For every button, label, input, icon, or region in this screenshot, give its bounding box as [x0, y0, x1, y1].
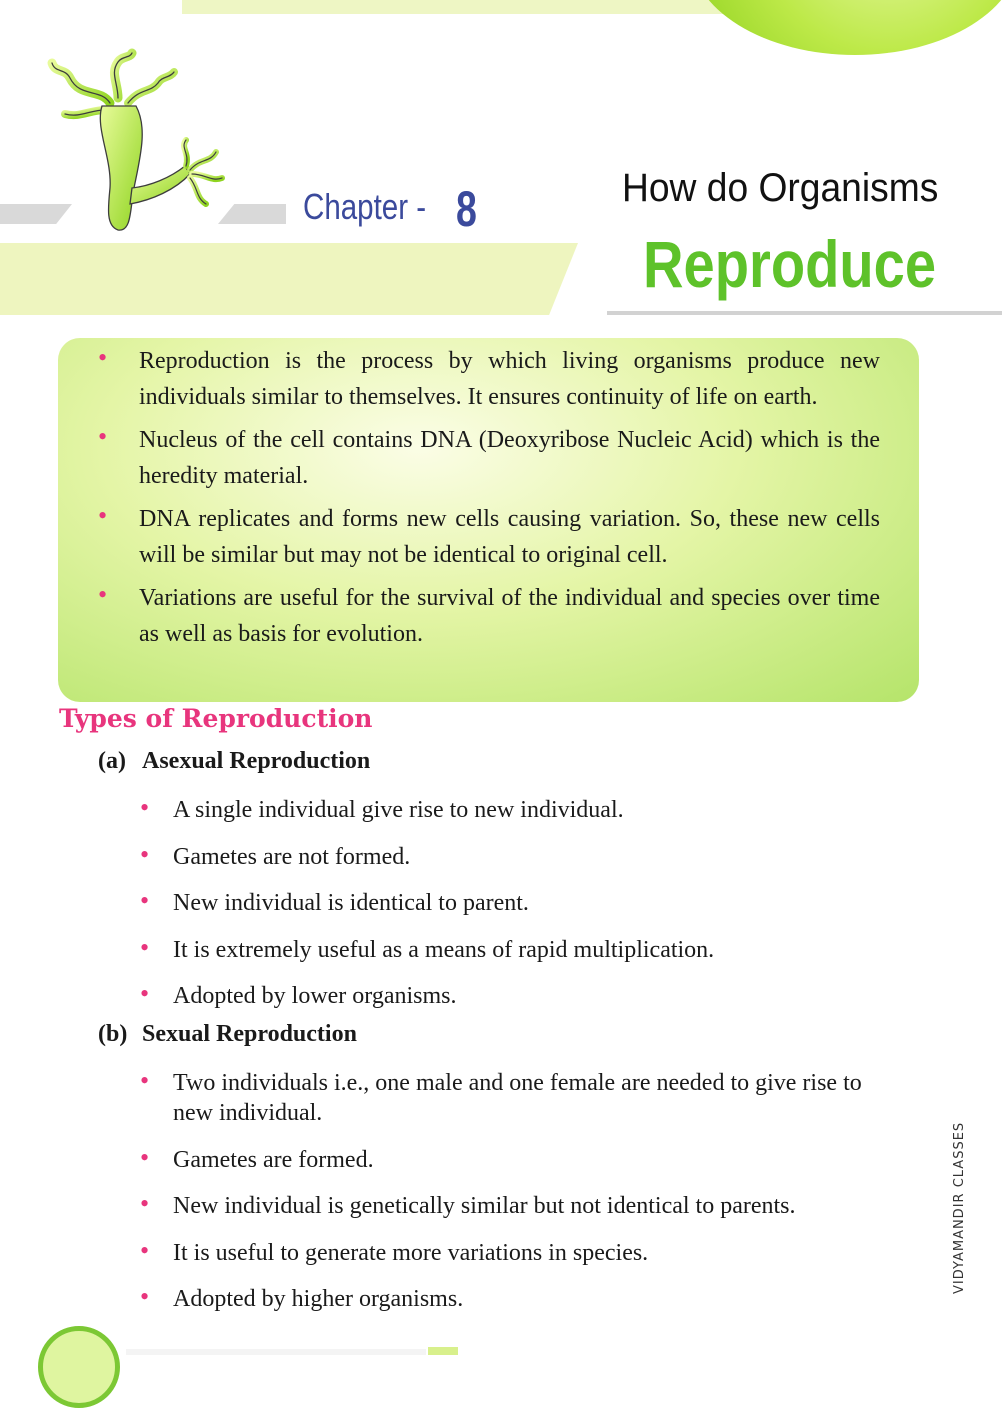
subheading-title: Asexual Reproduction — [142, 748, 371, 774]
list-item: • It is extremely useful as a means of rapid multiplication. — [140, 935, 900, 965]
chapter-title-line1: How do Organisms — [622, 166, 939, 210]
list-item: • Adopted by higher organisms. — [140, 1284, 900, 1314]
sexual-subheading — [98, 1021, 357, 1048]
list-item: • Adopted by lower organisms. — [140, 981, 900, 1011]
section-heading: Types of Reproduction — [59, 704, 373, 733]
page-number-circle — [38, 1326, 120, 1408]
intro-bullet: • Variations are useful for the survival of the individual and species over time as well as basis for evolution. — [60, 580, 880, 652]
bullet-icon: • — [140, 979, 150, 1008]
top-decor-band — [182, 0, 742, 14]
list-item: • It is useful to generate more variations in species. — [140, 1238, 900, 1268]
sexual-points-list — [140, 1068, 900, 1331]
asexual-points-list — [140, 795, 900, 1028]
bullet-icon: • — [140, 1066, 150, 1095]
top-green-arc — [690, 0, 1002, 55]
side-watermark: VIDYAMANDIR CLASSES — [952, 1121, 967, 1294]
subheading-label: (b) — [98, 1021, 128, 1047]
bullet-icon: • — [140, 932, 150, 962]
bullet-icon: • — [98, 580, 108, 609]
hydra-illustration — [40, 48, 236, 238]
footer-band — [126, 1349, 426, 1355]
intro-bullet: • DNA replicates and forms new cells causing variation. So, these new cells will be similar but may not be identical to original cell. — [60, 501, 880, 573]
bullet-icon: • — [140, 1189, 150, 1218]
intro-bullet: • Nucleus of the cell contains DNA (Deoxyribose Nucleic Acid) which is the heredity material. — [60, 422, 880, 494]
bullet-icon: • — [98, 422, 108, 451]
list-item: • New individual is identical to parent. — [140, 888, 900, 918]
bullet-icon: • — [140, 793, 150, 822]
asexual-subheading — [98, 748, 370, 775]
subheading-label: (a) — [98, 748, 126, 774]
list-item: • Two individuals i.e., one male and one female are needed to give rise to new individual. — [140, 1068, 900, 1128]
bullet-icon: • — [140, 886, 150, 915]
list-item: • New individual is genetically similar but not identical to parents. — [140, 1191, 900, 1221]
chapter-label: Chapter - — [303, 186, 427, 227]
bullet-icon: • — [98, 501, 108, 530]
chapter-title-line2: Reproduce — [643, 227, 937, 301]
header-band — [0, 243, 578, 315]
title-underline — [607, 311, 1002, 315]
bullet-icon: • — [140, 1142, 150, 1172]
bullet-icon: • — [140, 1235, 150, 1265]
bullet-icon: • — [140, 839, 150, 869]
list-item: • Gametes are not formed. — [140, 842, 900, 872]
intro-bullet-list — [60, 343, 880, 659]
list-item: • A single individual give rise to new individual. — [140, 795, 900, 825]
chapter-number: 8 — [456, 181, 477, 237]
footer-accent — [428, 1347, 458, 1355]
bullet-icon: • — [140, 1282, 150, 1311]
subheading-title: Sexual Reproduction — [142, 1021, 357, 1047]
intro-bullet: • Reproduction is the process by which living organisms produce new individuals similar to themselves. It ensures continuity of life on earth. — [60, 343, 880, 415]
list-item: • Gametes are formed. — [140, 1145, 900, 1175]
bullet-icon: • — [98, 343, 108, 372]
